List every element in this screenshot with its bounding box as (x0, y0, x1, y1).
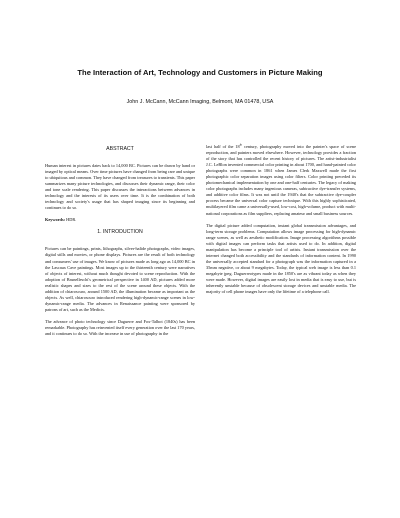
keywords-value: HDR. (66, 217, 77, 223)
abstract-text: Human interest in pictures dates back to 14,000 BC. Pictures can be drawn by hand or imaged by optical means. Over time pictures have changed from being rare and unique to ubiquitous and common. They have changed from treasures to transients. This paper summarizes many picture technologies, and discusses their dynamic range, their color and tone scale rendering. This paper discusses the interactions between advances in technology and the interests of its users over time. It is the combination of both technology and society's usage that has shaped imaging since its beginning and continues to do so. (45, 163, 195, 211)
right-column (206, 144, 356, 301)
right-paragraph-2: The digital picture added computation, instant global transmission advantages, and long-term storage problems. Computation allows image processing for high-dynamic range scenes, as well as aesthetic modification. Image processing algorithms possible with digital images can perform tasks that artists used to do. In addition, digital manipulation has become a principle tool of artists. Instant transmission over the internet changed both accessibility and the standards of information content. In 1990 the universally accepted standard for a photograph was the information captured in a 35mm negative, or about 9 megabytes. Today, the typical web image is less than 0.1 megabyte jpeg. Daguerreotypes made in the 1850's are as vibrant today as when they were made. However, digital images are easily lost in media that is easy to use, but is inherently unstable because of obsolescent storage devices and unstable media. The majority of cell phone images have only the lifetime of a telephone call. (206, 222, 356, 295)
abstract-heading: ABSTRACT (106, 146, 134, 152)
introduction-paragraph-1: Pictures can be paintings, prints, lithographs, silver-halide photographs, video images, digital stills and movies, or phone displays. Pictures are the result of both technology and consumers' use of images. We know of pictures made as long ago as 14,000 BC in the Lascaux Cave paintings. Most images up to the thirteenth century were narratives of objects of interest, without much thought devoted to scene reproduction. With the adoption of Brunelleschi's geometrical perspective in 1400 AD, pictures added more realistic shapes and sizes to the rest of the scene around these objects. With the addition of chiaroscuro, around 1500 AD, the illumination became as important as the objects. As well, chiaroscuro introduced rendering high-dynamic-range scenes in low-dynamic-range media. The advances in Renaissance painting were sponsored by patrons of art, such as the Medicis. (45, 246, 195, 312)
right-paragraph-1 (206, 144, 356, 217)
right-p1-rest: century, photography moved into the painter's space of scene reproduction, and painters moved elsewhere. However, technology provides a fraction of the story that has controlled the recent history of pictures. The artist-industrialist J.C. LeBlon invented commercial color printing in about 1700, and hand-painted color photographs were common in 1861 when James Clerk Maxwell made the first photographic color separation images using color filters. Color printing preceded its photomechanical implementation by one and one-half centuries. The legacy of making color photographs includes many ingenious cameras, subtractive dye-transfer systems, and additive color films. It was not until the 1940's that the subtractive dye-coupler process became the universal color capture technique. With this highly sophisticated, multilayered film came a universally-used, low-cost, high-volume, product with multi-national corporations as film suppliers, replacing amateur and small business sources. (206, 144, 356, 216)
paper-title: The Interaction of Art, Technology and Customers in Picture Making (77, 68, 323, 77)
paper-authors: John J. McCann, McCann Imaging, Belmont, MA 01478, USA (126, 99, 274, 105)
introduction-heading: 1. INTRODUCTION (97, 229, 143, 236)
right-p1-superscript: th (239, 142, 243, 147)
introduction-paragraph-2: The advance of photo technology since Daguerre and Fox-Talbot (1840s) has been remarkable. Photography has reinvented itself every generation over the last 170 years, and it continues to do so. With the increase in use of photography in the (45, 318, 195, 337)
right-p1-start: last half of the 18 (206, 144, 240, 149)
left-column (45, 146, 195, 343)
keywords-line (45, 217, 195, 223)
keywords-label: Keywords: (45, 217, 66, 223)
